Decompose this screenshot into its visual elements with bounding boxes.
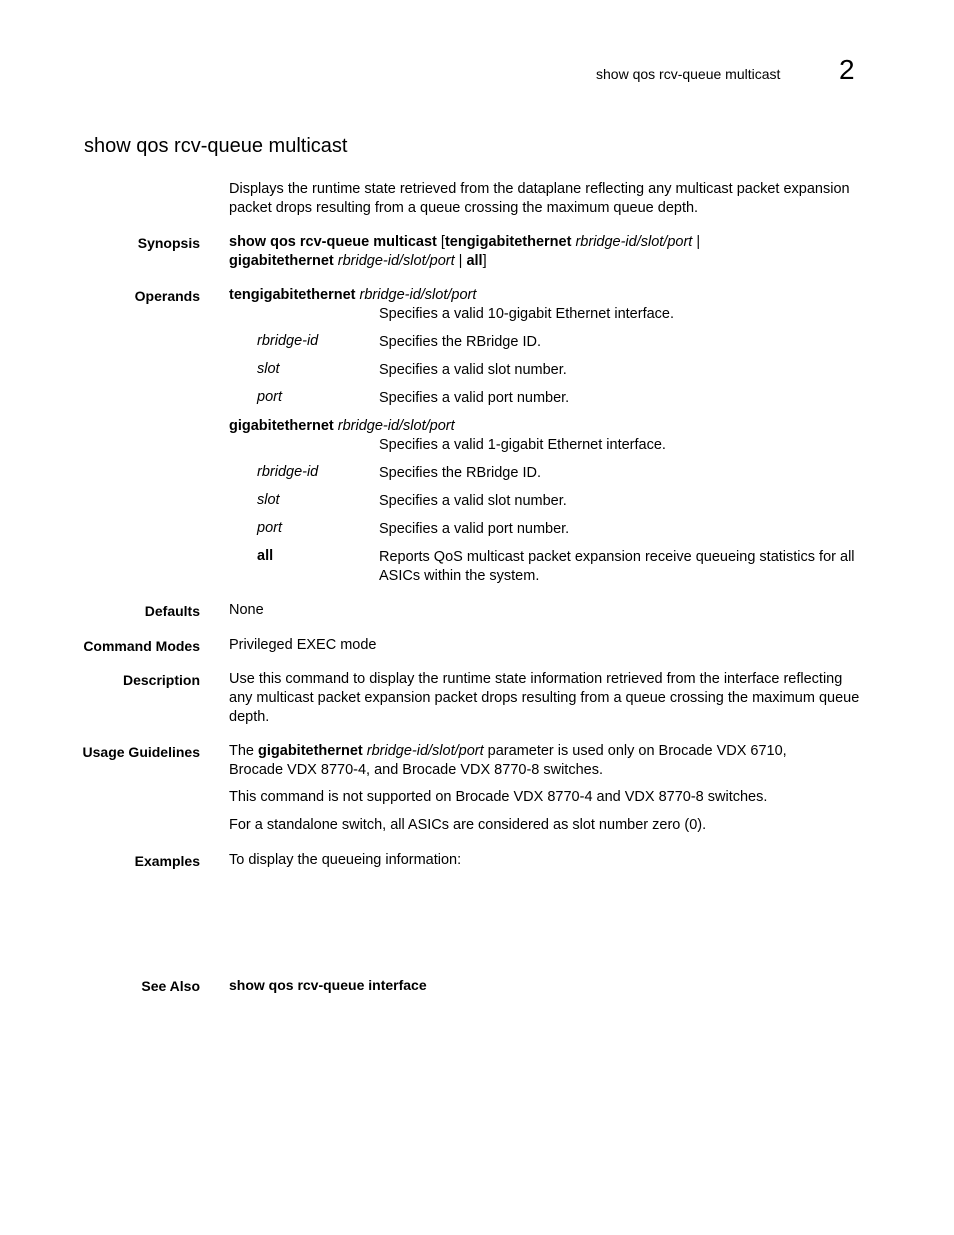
operand-ten-term [229, 286, 869, 305]
examples-label: Examples [134, 853, 200, 869]
synopsis-label: Synopsis [137, 235, 200, 251]
operand-gig-param-name: rbridge-id [257, 464, 319, 480]
operand-gig-kw: gigabitethernet [229, 418, 334, 434]
operand-ten-param-name: port [257, 389, 282, 405]
operand-gig-term [229, 417, 869, 436]
operand-gig-param-name: slot [257, 492, 280, 508]
synopsis-arg-gig: rbridge-id/slot/port [333, 253, 455, 269]
operands-label: Operands [134, 288, 200, 304]
usage-p1-pre: The [229, 743, 259, 759]
usage-p1-arg: rbridge-id/slot/port [362, 743, 484, 759]
operand-ten-param-desc: Specifies the RBridge ID. [379, 334, 541, 350]
defaults-label: Defaults [144, 603, 200, 619]
synopsis-sep2: | [454, 253, 467, 269]
command-modes-text: Privileged EXEC mode [229, 637, 377, 653]
intro-paragraph: Displays the runtime state retrieved from the dataplane reflecting any multicast packet expansion packet drops resulting from a queue crossing the maximum queue depth. [229, 181, 850, 216]
running-header-title: show qos rcv-queue multicast [596, 66, 781, 82]
operand-ten-desc: Specifies a valid 10-gigabit Ethernet interface. [379, 306, 675, 322]
see-also-link[interactable]: show qos rcv-queue interface [229, 977, 427, 993]
defaults-text: None [229, 602, 264, 618]
operand-ten-arg: rbridge-id/slot/port [355, 287, 477, 303]
operand-all-name: all [257, 548, 274, 564]
page-title: show qos rcv-queue multicast [84, 135, 348, 157]
examples-text: To display the queueing information: [229, 852, 462, 868]
description-label: Description [122, 672, 200, 688]
description-text: Use this command to display the runtime state information retrieved from the interface reflecting any multicast packet expansion packet drops resulting from a queue crossing the maximum queue depth. [229, 671, 860, 725]
synopsis-kw-gig: gigabitethernet [229, 253, 334, 269]
operand-gig-param-desc: Specifies the RBridge ID. [379, 465, 541, 481]
usage-paragraph-2: This command is not supported on Brocade VDX 8770-4 and VDX 8770-8 switches. [229, 789, 768, 805]
operand-all-desc: Reports QoS multicast packet expansion receive queueing statistics for all ASICs within the system. [379, 549, 855, 584]
operand-ten-param-desc: Specifies a valid slot number. [379, 362, 567, 378]
operand-gig-param-name: port [257, 520, 282, 536]
operand-gig-desc: Specifies a valid 1-gigabit Ethernet interface. [379, 437, 666, 453]
usage-p1-post: parameter is used only on Brocade VDX 6710, Brocade VDX 8770-4, and Brocade VDX 8770-8 switches. [229, 743, 787, 778]
operand-gig-param-desc: Specifies a valid port number. [379, 521, 570, 537]
operand-ten-kw: tengigabitethernet [229, 287, 356, 303]
usage-paragraph-3: For a standalone switch, all ASICs are considered as slot number zero (0). [229, 817, 707, 833]
synopsis-arg-ten: rbridge-id/slot/port [571, 234, 693, 250]
usage-paragraph-1 [229, 742, 819, 780]
synopsis-kw-ten: tengigabitethernet [444, 234, 572, 250]
operand-gig-arg: rbridge-id/slot/port [333, 418, 455, 434]
synopsis-command: show qos rcv-queue multicast [229, 234, 437, 250]
synopsis-bracket-open: [ [436, 234, 445, 250]
operand-ten-param-desc: Specifies a valid port number. [379, 390, 570, 406]
operand-ten-param-name: rbridge-id [257, 333, 319, 349]
usage-p1-kw: gigabitethernet [258, 743, 363, 759]
synopsis-bracket-close: ] [482, 253, 487, 269]
operand-gig-param-desc: Specifies a valid slot number. [379, 493, 567, 509]
synopsis-text [229, 233, 749, 271]
command-modes-label: Command Modes [83, 638, 200, 654]
synopsis-kw-all: all [466, 253, 483, 269]
chapter-number: 2 [839, 54, 855, 85]
synopsis-sep1: | [692, 234, 701, 250]
usage-guidelines-label: Usage Guidelines [82, 744, 200, 760]
see-also-label: See Also [141, 978, 200, 994]
operand-ten-param-name: slot [257, 361, 280, 377]
